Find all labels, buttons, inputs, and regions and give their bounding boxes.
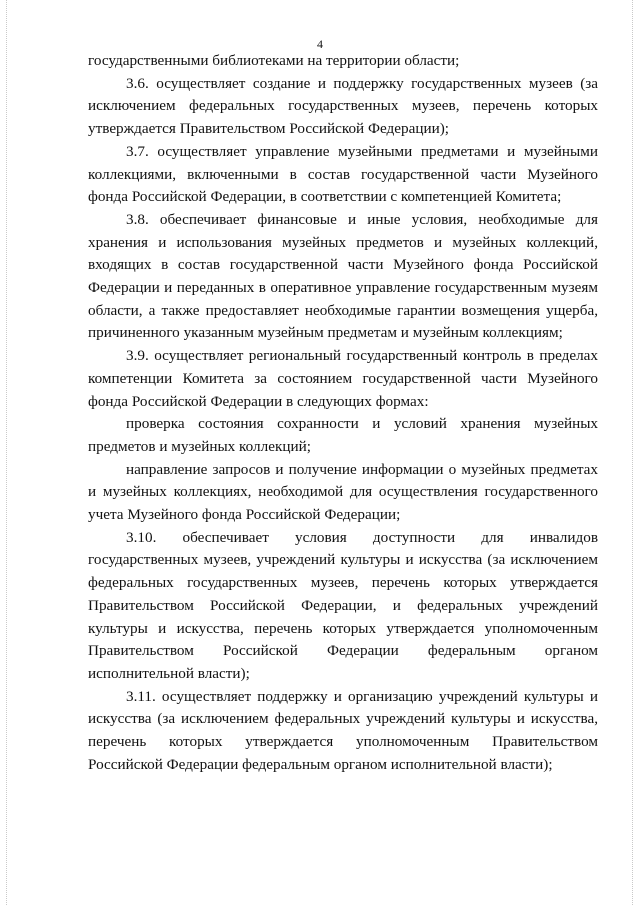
scan-edge-right: [632, 0, 634, 905]
paragraph-3-10: 3.10. обеспечивает условия доступности для инвалидов государственных музеев, учреждений культуры и искусства (за исключением федеральных государственных музеев, перечень которых утверждается Правительством Российской Федерации, и федеральных учреждений культуры и искусства, перечень которых утверждается уполномоченным Правительством Российской Федерации федеральным органом исполнительной власти);: [88, 528, 598, 682]
paragraph-3-8: 3.8. обеспечивает финансовые и иные условия, необходимые для хранения и использования музейных предметов и музейных коллекций, входящих в состав государственной части Музейного фонда Российской Федерации и переданных в оперативное управление государственным музеям области, а также предоставляет необходимые гарантии возмещения ущерба, причиненного указанным музейным предметам и музейным коллекциям;: [88, 210, 598, 342]
paragraph-3-9: 3.9. осуществляет региональный государственный контроль в пределах компетенции Комитета за состоянием государственной части Музейного фонда Российской Федерации в следующих формах:: [88, 347, 598, 410]
paragraph-continuation: государственными библиотеками на территории области;: [88, 52, 460, 69]
paragraph-3-11: 3.11. осуществляет поддержку и организацию учреждений культуры и искусства (за исключением федеральных учреждений культуры и искусства, перечень которых утверждается уполномоченным Правительством Российской Федерации федеральным органом исполнительной власти);: [88, 687, 598, 773]
paragraph-3-9-form-1: проверка состояния сохранности и условий хранения музейных предметов и музейных коллекций;: [88, 415, 598, 455]
paragraph-3-9-form-2: направление запросов и получение информации о музейных предметах и музейных коллекциях, необходимой для осуществления государственного учета Музейного фонда Российской Федерации;: [88, 460, 598, 524]
scan-edge-left: [6, 0, 8, 905]
page-number: 4: [317, 37, 323, 51]
document-body: [88, 50, 598, 777]
paragraph-3-7: 3.7. осуществляет управление музейными предметами и музейными коллекциями, включенными в состав государственной части Музейного фонда Российской Федерации, в соответствии с компетенцией Комитета;: [88, 142, 598, 206]
paragraph-3-6: 3.6. осуществляет создание и поддержку государственных музеев (за исключением федеральных государственных музеев, перечень которых утверждается Правительством Российской Федерации);: [88, 74, 598, 138]
